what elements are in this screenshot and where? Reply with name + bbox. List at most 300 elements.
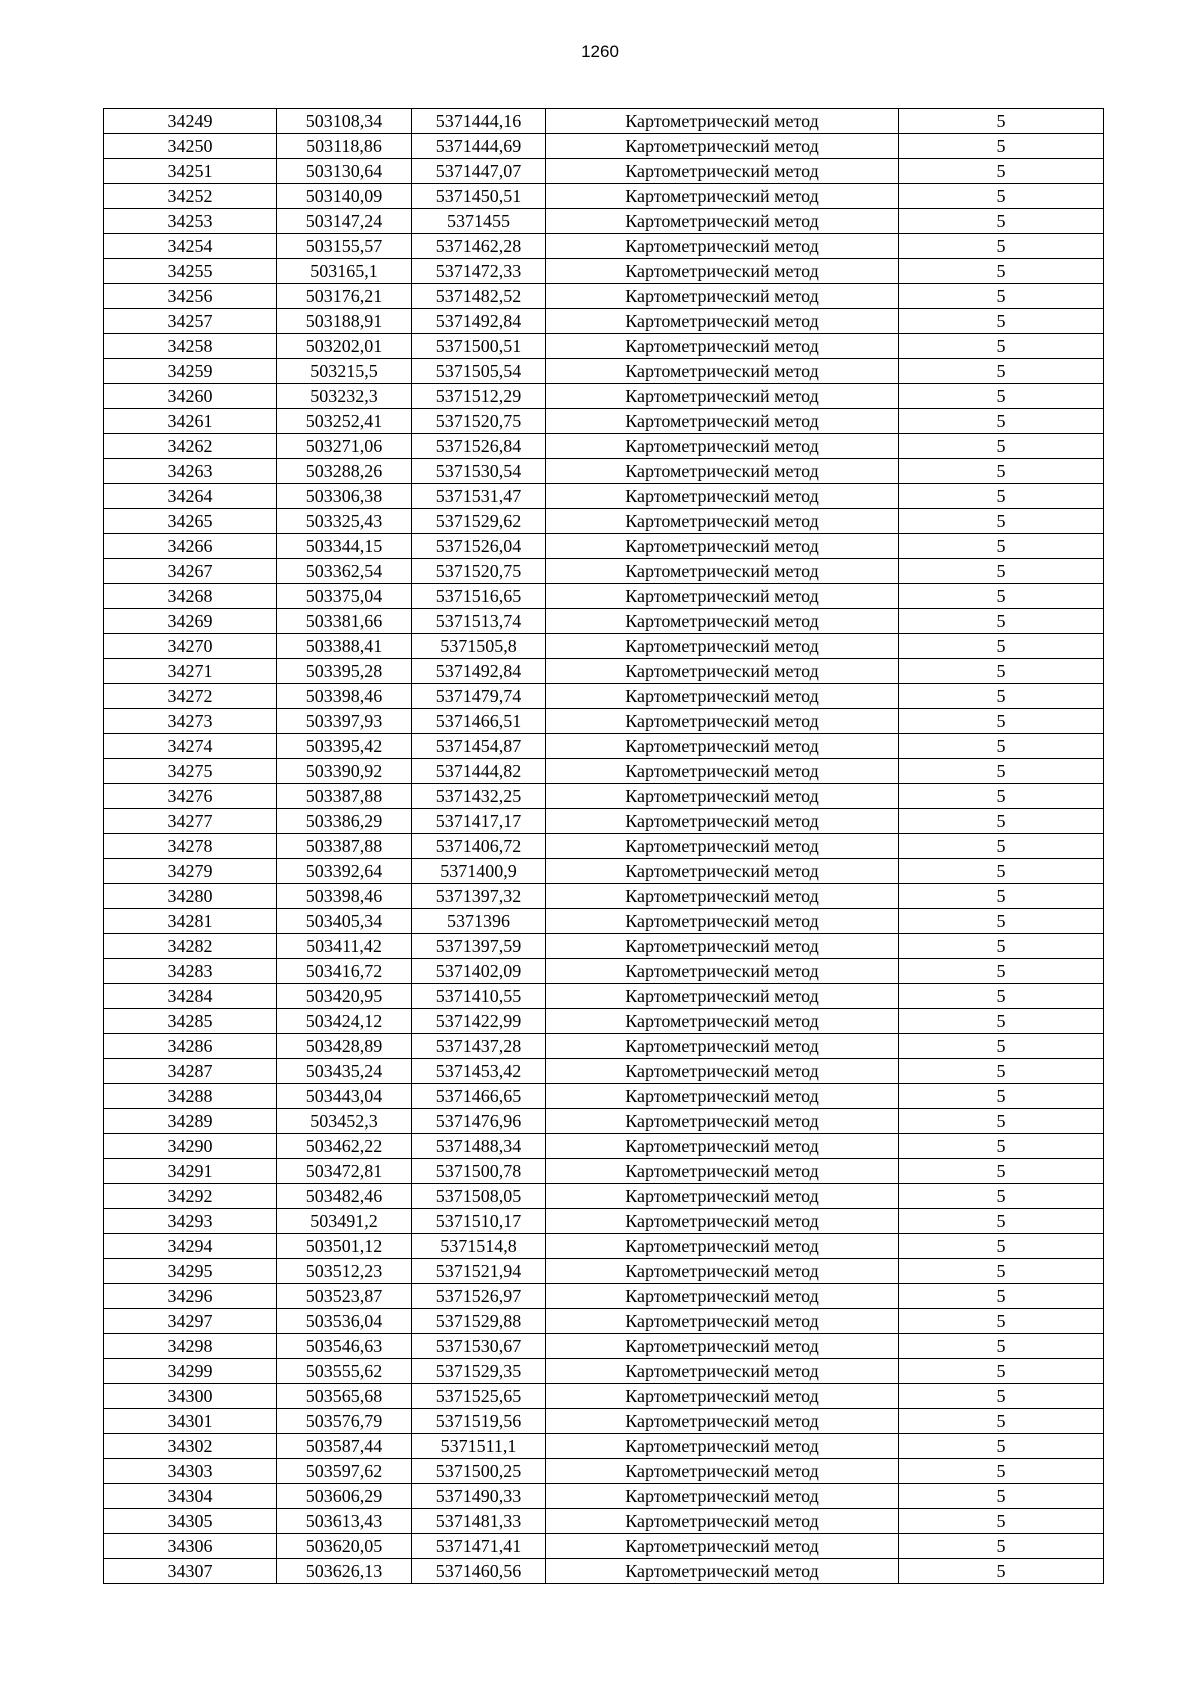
y-coordinate-cell: 5371514,8 [412, 1234, 546, 1259]
y-coordinate-cell: 5371406,72 [412, 834, 546, 859]
point-number-cell: 34262 [104, 434, 277, 459]
y-coordinate-cell: 5371526,84 [412, 434, 546, 459]
accuracy-cell: 5 [899, 859, 1104, 884]
x-coordinate-cell: 503472,81 [277, 1159, 412, 1184]
method-cell: Картометрический метод [546, 384, 899, 409]
point-number-cell: 34279 [104, 859, 277, 884]
table-row [104, 759, 1104, 784]
method-cell: Картометрический метод [546, 1109, 899, 1134]
table-row [104, 334, 1104, 359]
x-coordinate-cell: 503452,3 [277, 1109, 412, 1134]
method-cell: Картометрический метод [546, 584, 899, 609]
accuracy-cell: 5 [899, 284, 1104, 309]
point-number-cell: 34252 [104, 184, 277, 209]
accuracy-cell: 5 [899, 509, 1104, 534]
x-coordinate-cell: 503252,41 [277, 409, 412, 434]
table-row [104, 809, 1104, 834]
table-row [104, 1259, 1104, 1284]
accuracy-cell: 5 [899, 909, 1104, 934]
y-coordinate-cell: 5371490,33 [412, 1484, 546, 1509]
y-coordinate-cell: 5371505,54 [412, 359, 546, 384]
table-row [104, 384, 1104, 409]
y-coordinate-cell: 5371525,65 [412, 1384, 546, 1409]
x-coordinate-cell: 503395,28 [277, 659, 412, 684]
accuracy-cell: 5 [899, 384, 1104, 409]
table-row [104, 1509, 1104, 1534]
method-cell: Картометрический метод [546, 359, 899, 384]
accuracy-cell: 5 [899, 1234, 1104, 1259]
point-number-cell: 34256 [104, 284, 277, 309]
y-coordinate-cell: 5371510,17 [412, 1209, 546, 1234]
accuracy-cell: 5 [899, 1209, 1104, 1234]
table-row [104, 609, 1104, 634]
table-row [104, 1109, 1104, 1134]
point-number-cell: 34261 [104, 409, 277, 434]
method-cell: Картометрический метод [546, 534, 899, 559]
accuracy-cell: 5 [899, 1009, 1104, 1034]
method-cell: Картометрический метод [546, 1534, 899, 1559]
accuracy-cell: 5 [899, 1534, 1104, 1559]
table-row [104, 1084, 1104, 1109]
x-coordinate-cell: 503344,15 [277, 534, 412, 559]
y-coordinate-cell: 5371500,51 [412, 334, 546, 359]
accuracy-cell: 5 [899, 884, 1104, 909]
point-number-cell: 34250 [104, 134, 277, 159]
point-number-cell: 34292 [104, 1184, 277, 1209]
table-row [104, 1009, 1104, 1034]
point-number-cell: 34253 [104, 209, 277, 234]
accuracy-cell: 5 [899, 1109, 1104, 1134]
method-cell: Картометрический метод [546, 1509, 899, 1534]
table-row [104, 909, 1104, 934]
accuracy-cell: 5 [899, 1084, 1104, 1109]
x-coordinate-cell: 503387,88 [277, 834, 412, 859]
point-number-cell: 34263 [104, 459, 277, 484]
table-row [104, 959, 1104, 984]
point-number-cell: 34280 [104, 884, 277, 909]
table-row [104, 359, 1104, 384]
x-coordinate-cell: 503108,34 [277, 109, 412, 134]
x-coordinate-cell: 503501,12 [277, 1234, 412, 1259]
table-row [104, 859, 1104, 884]
y-coordinate-cell: 5371455 [412, 209, 546, 234]
method-cell: Картометрический метод [546, 984, 899, 1009]
table-row [104, 309, 1104, 334]
table-row [104, 534, 1104, 559]
table-row [104, 134, 1104, 159]
point-number-cell: 34275 [104, 759, 277, 784]
y-coordinate-cell: 5371402,09 [412, 959, 546, 984]
y-coordinate-cell: 5371492,84 [412, 309, 546, 334]
point-number-cell: 34298 [104, 1334, 277, 1359]
point-number-cell: 34306 [104, 1534, 277, 1559]
table-row [104, 409, 1104, 434]
x-coordinate-cell: 503288,26 [277, 459, 412, 484]
y-coordinate-cell: 5371481,33 [412, 1509, 546, 1534]
y-coordinate-cell: 5371397,59 [412, 934, 546, 959]
y-coordinate-cell: 5371482,52 [412, 284, 546, 309]
accuracy-cell: 5 [899, 1034, 1104, 1059]
y-coordinate-cell: 5371530,54 [412, 459, 546, 484]
point-number-cell: 34267 [104, 559, 277, 584]
y-coordinate-cell: 5371530,67 [412, 1334, 546, 1359]
accuracy-cell: 5 [899, 209, 1104, 234]
table-row [104, 1234, 1104, 1259]
accuracy-cell: 5 [899, 1184, 1104, 1209]
table-row [104, 684, 1104, 709]
method-cell: Картометрический метод [546, 1384, 899, 1409]
method-cell: Картометрический метод [546, 659, 899, 684]
table-row [104, 1309, 1104, 1334]
y-coordinate-cell: 5371516,65 [412, 584, 546, 609]
table-row [104, 1284, 1104, 1309]
x-coordinate-cell: 503512,23 [277, 1259, 412, 1284]
accuracy-cell: 5 [899, 134, 1104, 159]
point-number-cell: 34277 [104, 809, 277, 834]
y-coordinate-cell: 5371520,75 [412, 559, 546, 584]
coordinates-table-wrapper [103, 108, 1103, 1584]
y-coordinate-cell: 5371466,51 [412, 709, 546, 734]
method-cell: Картометрический метод [546, 884, 899, 909]
y-coordinate-cell: 5371444,82 [412, 759, 546, 784]
accuracy-cell: 5 [899, 1284, 1104, 1309]
y-coordinate-cell: 5371432,25 [412, 784, 546, 809]
table-row [104, 634, 1104, 659]
y-coordinate-cell: 5371466,65 [412, 1084, 546, 1109]
x-coordinate-cell: 503140,09 [277, 184, 412, 209]
table-row [104, 1209, 1104, 1234]
accuracy-cell: 5 [899, 409, 1104, 434]
point-number-cell: 34282 [104, 934, 277, 959]
table-row [104, 1534, 1104, 1559]
coordinates-table-body [104, 109, 1104, 1584]
method-cell: Картометрический метод [546, 209, 899, 234]
table-row [104, 559, 1104, 584]
point-number-cell: 34260 [104, 384, 277, 409]
table-row [104, 1484, 1104, 1509]
accuracy-cell: 5 [899, 734, 1104, 759]
point-number-cell: 34302 [104, 1434, 277, 1459]
accuracy-cell: 5 [899, 1159, 1104, 1184]
x-coordinate-cell: 503375,04 [277, 584, 412, 609]
point-number-cell: 34266 [104, 534, 277, 559]
x-coordinate-cell: 503130,64 [277, 159, 412, 184]
point-number-cell: 34285 [104, 1009, 277, 1034]
x-coordinate-cell: 503118,86 [277, 134, 412, 159]
table-row [104, 1359, 1104, 1384]
table-row [104, 1059, 1104, 1084]
accuracy-cell: 5 [899, 334, 1104, 359]
table-row [104, 209, 1104, 234]
x-coordinate-cell: 503232,3 [277, 384, 412, 409]
point-number-cell: 34307 [104, 1559, 277, 1584]
point-number-cell: 34274 [104, 734, 277, 759]
method-cell: Картометрический метод [546, 509, 899, 534]
x-coordinate-cell: 503536,04 [277, 1309, 412, 1334]
accuracy-cell: 5 [899, 984, 1104, 1009]
method-cell: Картометрический метод [546, 634, 899, 659]
point-number-cell: 34271 [104, 659, 277, 684]
point-number-cell: 34289 [104, 1109, 277, 1134]
x-coordinate-cell: 503397,93 [277, 709, 412, 734]
point-number-cell: 34288 [104, 1084, 277, 1109]
accuracy-cell: 5 [899, 784, 1104, 809]
x-coordinate-cell: 503395,42 [277, 734, 412, 759]
point-number-cell: 34281 [104, 909, 277, 934]
method-cell: Картометрический метод [546, 834, 899, 859]
point-number-cell: 34299 [104, 1359, 277, 1384]
accuracy-cell: 5 [899, 1309, 1104, 1334]
coordinates-table [103, 108, 1104, 1584]
y-coordinate-cell: 5371447,07 [412, 159, 546, 184]
y-coordinate-cell: 5371396 [412, 909, 546, 934]
accuracy-cell: 5 [899, 534, 1104, 559]
point-number-cell: 34278 [104, 834, 277, 859]
x-coordinate-cell: 503411,42 [277, 934, 412, 959]
y-coordinate-cell: 5371508,05 [412, 1184, 546, 1209]
accuracy-cell: 5 [899, 459, 1104, 484]
y-coordinate-cell: 5371410,55 [412, 984, 546, 1009]
point-number-cell: 34272 [104, 684, 277, 709]
method-cell: Картометрический метод [546, 1484, 899, 1509]
x-coordinate-cell: 503202,01 [277, 334, 412, 359]
method-cell: Картометрический метод [546, 409, 899, 434]
method-cell: Картометрический метод [546, 1434, 899, 1459]
accuracy-cell: 5 [899, 1434, 1104, 1459]
point-number-cell: 34283 [104, 959, 277, 984]
y-coordinate-cell: 5371500,25 [412, 1459, 546, 1484]
y-coordinate-cell: 5371397,32 [412, 884, 546, 909]
y-coordinate-cell: 5371454,87 [412, 734, 546, 759]
point-number-cell: 34300 [104, 1384, 277, 1409]
table-row [104, 1559, 1104, 1584]
accuracy-cell: 5 [899, 1459, 1104, 1484]
point-number-cell: 34270 [104, 634, 277, 659]
table-row [104, 1134, 1104, 1159]
y-coordinate-cell: 5371520,75 [412, 409, 546, 434]
x-coordinate-cell: 503155,57 [277, 234, 412, 259]
point-number-cell: 34264 [104, 484, 277, 509]
table-row [104, 234, 1104, 259]
accuracy-cell: 5 [899, 1334, 1104, 1359]
y-coordinate-cell: 5371437,28 [412, 1034, 546, 1059]
y-coordinate-cell: 5371511,1 [412, 1434, 546, 1459]
accuracy-cell: 5 [899, 159, 1104, 184]
x-coordinate-cell: 503420,95 [277, 984, 412, 1009]
accuracy-cell: 5 [899, 434, 1104, 459]
page-number: 1260 [581, 42, 619, 61]
method-cell: Картометрический метод [546, 959, 899, 984]
method-cell: Картометрический метод [546, 559, 899, 584]
method-cell: Картометрический метод [546, 1334, 899, 1359]
method-cell: Картометрический метод [546, 459, 899, 484]
accuracy-cell: 5 [899, 1259, 1104, 1284]
point-number-cell: 34273 [104, 709, 277, 734]
method-cell: Картометрический метод [546, 1134, 899, 1159]
table-row [104, 459, 1104, 484]
accuracy-cell: 5 [899, 809, 1104, 834]
table-row [104, 434, 1104, 459]
y-coordinate-cell: 5371479,74 [412, 684, 546, 709]
x-coordinate-cell: 503392,64 [277, 859, 412, 884]
x-coordinate-cell: 503626,13 [277, 1559, 412, 1584]
accuracy-cell: 5 [899, 634, 1104, 659]
table-row [104, 659, 1104, 684]
method-cell: Картометрический метод [546, 484, 899, 509]
point-number-cell: 34305 [104, 1509, 277, 1534]
method-cell: Картометрический метод [546, 734, 899, 759]
table-row [104, 1034, 1104, 1059]
point-number-cell: 34286 [104, 1034, 277, 1059]
accuracy-cell: 5 [899, 259, 1104, 284]
y-coordinate-cell: 5371526,04 [412, 534, 546, 559]
method-cell: Картометрический метод [546, 109, 899, 134]
x-coordinate-cell: 503405,34 [277, 909, 412, 934]
x-coordinate-cell: 503398,46 [277, 684, 412, 709]
accuracy-cell: 5 [899, 559, 1104, 584]
x-coordinate-cell: 503565,68 [277, 1384, 412, 1409]
y-coordinate-cell: 5371417,17 [412, 809, 546, 834]
point-number-cell: 34268 [104, 584, 277, 609]
method-cell: Картометрический метод [546, 234, 899, 259]
x-coordinate-cell: 503613,43 [277, 1509, 412, 1534]
y-coordinate-cell: 5371444,69 [412, 134, 546, 159]
method-cell: Картометрический метод [546, 1209, 899, 1234]
accuracy-cell: 5 [899, 684, 1104, 709]
method-cell: Картометрический метод [546, 1259, 899, 1284]
y-coordinate-cell: 5371500,78 [412, 1159, 546, 1184]
x-coordinate-cell: 503325,43 [277, 509, 412, 534]
table-row [104, 884, 1104, 909]
y-coordinate-cell: 5371512,29 [412, 384, 546, 409]
x-coordinate-cell: 503597,62 [277, 1459, 412, 1484]
method-cell: Картометрический метод [546, 184, 899, 209]
y-coordinate-cell: 5371531,47 [412, 484, 546, 509]
point-number-cell: 34251 [104, 159, 277, 184]
accuracy-cell: 5 [899, 1559, 1104, 1584]
accuracy-cell: 5 [899, 709, 1104, 734]
accuracy-cell: 5 [899, 1359, 1104, 1384]
x-coordinate-cell: 503386,29 [277, 809, 412, 834]
point-number-cell: 34276 [104, 784, 277, 809]
x-coordinate-cell: 503555,62 [277, 1359, 412, 1384]
y-coordinate-cell: 5371460,56 [412, 1559, 546, 1584]
x-coordinate-cell: 503381,66 [277, 609, 412, 634]
y-coordinate-cell: 5371453,42 [412, 1059, 546, 1084]
method-cell: Картометрический метод [546, 1159, 899, 1184]
point-number-cell: 34291 [104, 1159, 277, 1184]
point-number-cell: 34258 [104, 334, 277, 359]
point-number-cell: 34284 [104, 984, 277, 1009]
x-coordinate-cell: 503387,88 [277, 784, 412, 809]
y-coordinate-cell: 5371400,9 [412, 859, 546, 884]
point-number-cell: 34294 [104, 1234, 277, 1259]
x-coordinate-cell: 503576,79 [277, 1409, 412, 1434]
method-cell: Картометрический метод [546, 1559, 899, 1584]
point-number-cell: 34249 [104, 109, 277, 134]
y-coordinate-cell: 5371444,16 [412, 109, 546, 134]
accuracy-cell: 5 [899, 234, 1104, 259]
point-number-cell: 34269 [104, 609, 277, 634]
method-cell: Картометрический метод [546, 909, 899, 934]
table-row [104, 484, 1104, 509]
accuracy-cell: 5 [899, 1134, 1104, 1159]
x-coordinate-cell: 503388,41 [277, 634, 412, 659]
table-row [104, 984, 1104, 1009]
method-cell: Картометрический метод [546, 784, 899, 809]
table-row [104, 1334, 1104, 1359]
y-coordinate-cell: 5371488,34 [412, 1134, 546, 1159]
y-coordinate-cell: 5371492,84 [412, 659, 546, 684]
table-row [104, 1409, 1104, 1434]
y-coordinate-cell: 5371519,56 [412, 1409, 546, 1434]
x-coordinate-cell: 503443,04 [277, 1084, 412, 1109]
x-coordinate-cell: 503435,24 [277, 1059, 412, 1084]
table-row [104, 109, 1104, 134]
y-coordinate-cell: 5371422,99 [412, 1009, 546, 1034]
method-cell: Картометрический метод [546, 1309, 899, 1334]
point-number-cell: 34297 [104, 1309, 277, 1334]
table-row [104, 284, 1104, 309]
accuracy-cell: 5 [899, 484, 1104, 509]
y-coordinate-cell: 5371462,28 [412, 234, 546, 259]
method-cell: Картометрический метод [546, 709, 899, 734]
point-number-cell: 34254 [104, 234, 277, 259]
table-row [104, 1459, 1104, 1484]
method-cell: Картометрический метод [546, 759, 899, 784]
table-row [104, 734, 1104, 759]
table-row [104, 259, 1104, 284]
method-cell: Картометрический метод [546, 1184, 899, 1209]
accuracy-cell: 5 [899, 1384, 1104, 1409]
table-row [104, 784, 1104, 809]
point-number-cell: 34290 [104, 1134, 277, 1159]
accuracy-cell: 5 [899, 959, 1104, 984]
accuracy-cell: 5 [899, 1484, 1104, 1509]
method-cell: Картометрический метод [546, 684, 899, 709]
method-cell: Картометрический метод [546, 609, 899, 634]
accuracy-cell: 5 [899, 834, 1104, 859]
table-row [104, 584, 1104, 609]
point-number-cell: 34257 [104, 309, 277, 334]
y-coordinate-cell: 5371476,96 [412, 1109, 546, 1134]
accuracy-cell: 5 [899, 1409, 1104, 1434]
x-coordinate-cell: 503546,63 [277, 1334, 412, 1359]
accuracy-cell: 5 [899, 1059, 1104, 1084]
method-cell: Картометрический метод [546, 859, 899, 884]
accuracy-cell: 5 [899, 584, 1104, 609]
x-coordinate-cell: 503165,1 [277, 259, 412, 284]
method-cell: Картометрический метод [546, 1034, 899, 1059]
accuracy-cell: 5 [899, 659, 1104, 684]
table-row [104, 934, 1104, 959]
y-coordinate-cell: 5371521,94 [412, 1259, 546, 1284]
accuracy-cell: 5 [899, 1509, 1104, 1534]
y-coordinate-cell: 5371505,8 [412, 634, 546, 659]
y-coordinate-cell: 5371450,51 [412, 184, 546, 209]
table-row [104, 509, 1104, 534]
point-number-cell: 34293 [104, 1209, 277, 1234]
method-cell: Картометрический метод [546, 1284, 899, 1309]
point-number-cell: 34303 [104, 1459, 277, 1484]
table-row [104, 159, 1104, 184]
y-coordinate-cell: 5371526,97 [412, 1284, 546, 1309]
table-row [104, 1434, 1104, 1459]
method-cell: Картометрический метод [546, 1234, 899, 1259]
y-coordinate-cell: 5371472,33 [412, 259, 546, 284]
x-coordinate-cell: 503188,91 [277, 309, 412, 334]
x-coordinate-cell: 503362,54 [277, 559, 412, 584]
